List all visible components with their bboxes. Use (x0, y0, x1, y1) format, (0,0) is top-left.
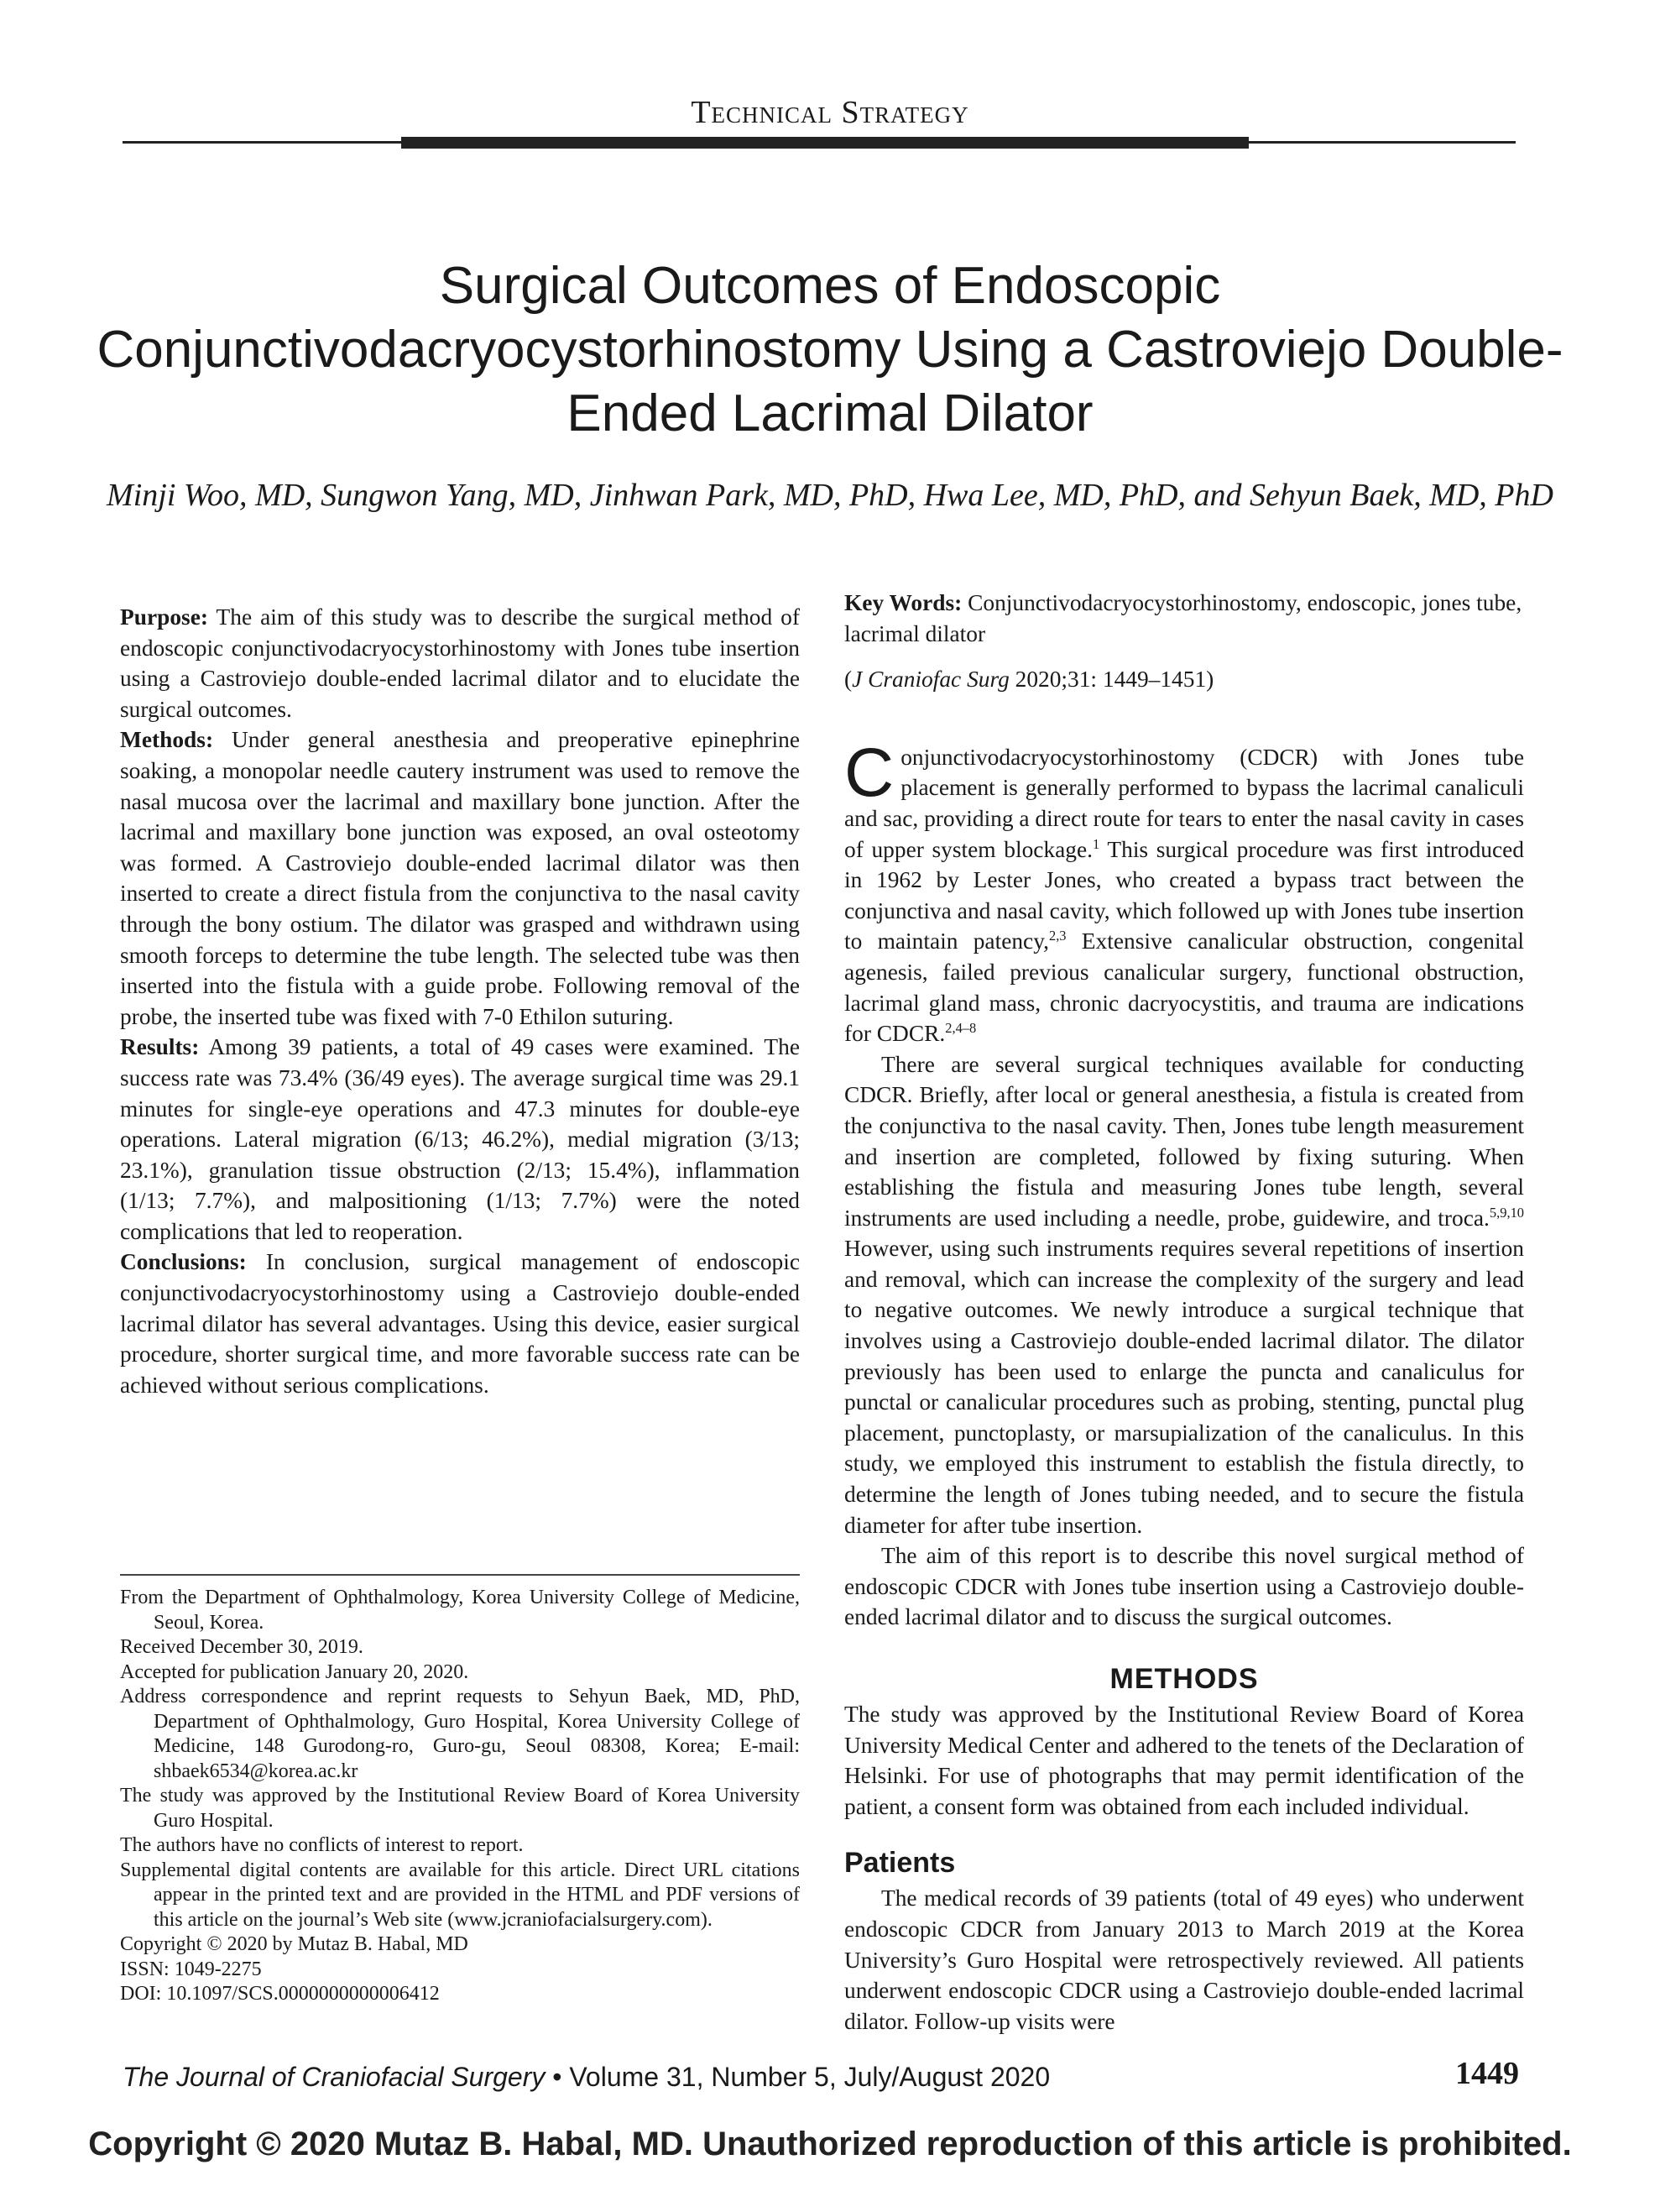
section-header: Technical Strategy (691, 95, 969, 130)
footnote-irb: The study was approved by the Institutional Review Board of Korea University Guro Hospital. (120, 1785, 800, 1832)
key-words-text: Conjunctivodacryocystorhinostomy, endoscopic, jones tube, lacrimal dilator (844, 590, 1522, 646)
citation (844, 664, 1524, 695)
footnote-correspondence: Address correspondence and reprint requests to Sehyun Baek, MD, PhD, Department of Ophthalmology, Guro Hospital, Korea University College of Medicine, 148 Gurodong-ro, Guro-gu, Seoul 08308, Korea; E-mail: shbaek6534@korea.ac.kr (120, 1686, 800, 1782)
key-words-label: Key Words: (844, 590, 963, 615)
abstract-conclusions (120, 1247, 800, 1400)
footnotes (120, 1574, 800, 2007)
intro-p1-b: This surgical procedure was first introduced in 1962 by Lester Jones, who created a bypass tract between the conjunctiva and nasal cavity, which followed up with Jones tube insertion to maintain patency, (844, 836, 1524, 954)
abstract-results (120, 1032, 800, 1247)
intro-p2-b: However, using such instruments requires several repetitions of insertion and removal, which can increase the complexity of the surgery and lead to negative outcomes. We newly introduce a surgical technique that involves using a Castroviejo double-ended lacrimal dilator. The dilator previously has been used to enlarge the puncta and canaliculus for punctal or canalicular procedures such as probing, stenting, punctal plug placement, punctoplasty, or marsupialization of the canaliculus. In this study, we employed this instrument to establish the fistula directly, to determine the length of Jones tubing needed, and to secure the fistula diameter for after tube insertion. (844, 1236, 1524, 1538)
key-words (844, 588, 1524, 649)
patients-paragraph: The medical records of 39 patients (total of 49 eyes) who underwent endoscopic CDCR from January 2013 to March 2019 at the Korea University’s Guro Hospital were retrospectively reviewed. All patients underwent endoscopic CDCR using a Castroviejo double-ended lacrimal dilator. Follow-up visits were (844, 1885, 1524, 2034)
conclusions-label: Conclusions: (120, 1249, 247, 1275)
intro-paragraph-1 (844, 734, 1524, 1049)
main-text (844, 588, 1524, 2037)
patients-heading: Patients (844, 1847, 956, 1880)
methods-paragraph: The study was approved by the Institutional Review Board of Korea University Medical Center and adhered to the tenets of the Declaration of Helsinki. For use of photographs that may permit identification of the patient, a consent form was obtained from each included individual. (844, 1702, 1524, 1819)
citation-details: 2020;31: 1449–1451) (1009, 667, 1214, 693)
header-rule-thick (401, 137, 1249, 149)
footer-bullet: • (552, 2062, 562, 2092)
results-label: Results: (120, 1034, 200, 1060)
conclusions-text: In conclusion, surgical management of endoscopic conjunctivodacryocystorhinostomy using a Castroviejo double-ended lacrimal dilator has several advantages. Using this device, easier surgical procedure, shorter surgical time, and more favorable success rate can be achieved without serious complications. (120, 1249, 800, 1398)
page-number: 1449 (1455, 2056, 1519, 2091)
methods-heading: METHODS (1109, 1663, 1259, 1695)
results-text: Among 39 patients, a total of 49 cases were examined. The success rate was 73.4% (36/49 eyes). The average surgical time was 29.1 minutes for single-eye operations and 47.3 minutes for double-eye operations. Lateral migration (6/13; 46.2%), medial migration (3/13; 23.1%), granulation tissue obstruction (2/13; 15.4%), inflammation (1/13; 7.7%), and malpositioning (1/13; 7.7%) were the noted complications that led to reoperation. (120, 1034, 800, 1244)
citation-paren: ( (844, 667, 853, 693)
footnote-copyright: Copyright © 2020 by Mutaz B. Habal, MD (120, 1933, 468, 1955)
abstract (120, 602, 800, 1400)
ref-superscript: 5,9,10 (1489, 1204, 1524, 1221)
footnote-accepted: Accepted for publication January 20, 2020. (120, 1660, 469, 1683)
footnote-issn: ISSN: 1049-2275 (120, 1958, 262, 1980)
article-title: Surgical Outcomes of Endoscopic Conjunctivodacryocystorhinostomy Using a Castroviejo Double-Ended Lacrimal Dilator (97, 257, 1563, 442)
copyright-banner: Copyright © 2020 Mutaz B. Habal, MD. Unauthorized reproduction of this article is prohibited. (88, 2126, 1572, 2162)
ref-superscript: 2,3 (1048, 928, 1067, 944)
footnote-affiliation: From the Department of Ophthalmology, Korea University College of Medicine, Seoul, Korea. (120, 1587, 800, 1634)
footnote-supplemental: Supplemental digital contents are available for this article. Direct URL citations appear in the printed text and are provided in the HTML and PDF versions of this article on the journal’s Web site (www.jcraniofacialsurgery.com). (120, 1859, 800, 1931)
abstract-purpose (120, 602, 800, 724)
footer-volume: Volume 31, Number 5, July/August 2020 (569, 2062, 1051, 2092)
footnote-conflicts: The authors have no conflicts of interest to report. (120, 1834, 524, 1856)
footnote-received: Received December 30, 2019. (120, 1636, 363, 1658)
ref-superscript: 1 (1093, 835, 1100, 852)
abstract-methods (120, 724, 800, 1032)
footnote-doi: DOI: 10.1097/SCS.0000000000006412 (120, 1983, 440, 2005)
methods-label: Methods: (120, 727, 214, 753)
purpose-label: Purpose: (120, 604, 208, 630)
ref-superscript: 2,4–8 (945, 1020, 977, 1036)
intro-paragraph-3: The aim of this report is to describe this novel surgical method of endoscopic CDCR with Jones tube insertion using a Castroviejo double-ended lacrimal dilator and to discuss the surgical outcomes. (844, 1543, 1524, 1630)
intro-p2-a: There are several surgical techniques available for conducting CDCR. Briefly, after local or general anesthesia, a fistula is created from the conjunctiva to the nasal cavity. Then, Jones tube length measurement and insertion are completed, followed by fixing suturing. When establishing the fistula and measuring Jones tube length, several instruments are used including a needle, probe, guidewire, and troca. (844, 1051, 1524, 1231)
intro-p1-c: Extensive canalicular obstruction, congenital agenesis, failed previous canalicular surgery, functional obstruction, lacrimal gland mass, chronic dacryocystitis, and trauma are indications for CDCR. (844, 928, 1524, 1047)
citation-journal: J Craniofac Surg (852, 667, 1010, 693)
intro-p1-a: onjunctivodacryocystorhinostomy (CDCR) with Jones tube placement is generally performed to bypass the lacrimal canaliculi and sac, providing a direct route for tears to enter the nasal cavity in cases of upper system blockage. (844, 744, 1524, 862)
purpose-text: The aim of this study was to describe the surgical method of endoscopic conjunctivodacryocystorhinostomy with Jones tube insertion using a Castroviejo double-ended lacrimal dilator and to elucidate the surgical outcomes. (120, 604, 800, 722)
intro-paragraph-2 (844, 1049, 1524, 1541)
methods-text: Under general anesthesia and preoperative epinephrine soaking, a monopolar needle cautery instrument was used to remove the nasal mucosa over the lacrimal and maxillary bone junction. After the lacrimal and maxillary bone junction was exposed, an oval osteotomy was formed. A Castroviejo double-ended lacrimal dilator was then inserted to create a direct fistula from the conjunctiva to the nasal cavity through the bony ostium. The dilator was grasped and withdrawn using smooth forceps to determine the tube length. The selected tube was then inserted into the fistula with a guide probe. Following removal of the probe, the inserted tube was fixed with 7-0 Ethilon suturing. (120, 727, 800, 1029)
footer-journal-name: The Journal of Craniofacial Surgery (123, 2062, 546, 2092)
drop-cap: C (844, 734, 895, 811)
footer-journal-info (123, 2062, 1050, 2093)
author-list: Minji Woo, MD, Sungwon Yang, MD, Jinhwan Park, MD, PhD, Hwa Lee, MD, PhD, and Sehyun Baek, MD, PhD (107, 478, 1553, 513)
